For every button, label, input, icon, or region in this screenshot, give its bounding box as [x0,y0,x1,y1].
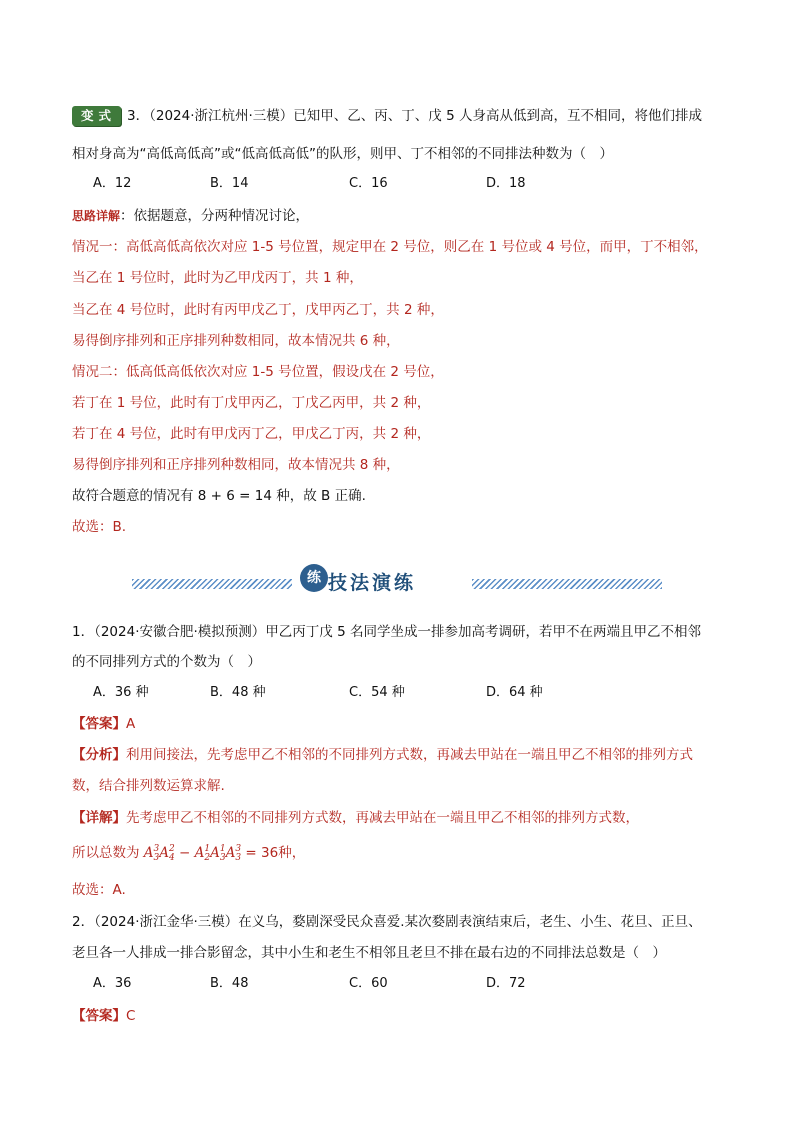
variant-question-line-1: 变式 3．（2024·浙江杭州·三模）已知甲、乙、丙、丁、戊 5 人身高从低到高，互不相同，将他们排成 [72,106,702,126]
option-a: A．12 [93,176,132,191]
analysis-line: 易得倒序排列和正序排列种数相同，故本情况共 6 种， [72,333,400,349]
option-a: A．36 [93,976,132,991]
option-c: C．60 [349,976,388,991]
option-b: B．14 [210,176,249,191]
section-title: 技法演练 [328,572,417,594]
analysis-line: 当乙在 4 号位时，此时有丙甲戊乙丁，戊甲丙乙丁，共 2 种， [72,302,444,318]
permutation-formula: A3 3A2 4 − A1 2A1 3A3 3 [143,843,242,863]
variant-analysis-intro: 思路详解：依据题意，分两种情况讨论， [72,208,310,224]
option-b: B．48 种 [210,685,266,700]
q1-choice: 故选：A. [72,882,126,898]
q1-answer: 【答案】A [72,716,136,732]
divider-rule-left [132,579,292,589]
q2-line-2: 老旦各一人排成一排合影留念，其中小生和老生不相邻且老旦不排在最右边的不同排法总数是（ ） [72,945,666,961]
option-d: D．64 种 [486,685,543,700]
option-c: C．16 [349,176,388,191]
analysis-line: 若丁在 1 号位，此时有丁戊甲丙乙，丁戊乙丙甲，共 2 种， [72,395,431,411]
variant-question-line-2: 相对身高为“高低高低高”或“低高低高低”的队形，则甲、丁不相邻的不同排法种数为（ ） [72,146,613,162]
q1-line-1: 1．（2024·安徽合肥·模拟预测）甲乙丙丁戊 5 名同学坐成一排参加高考调研，若甲不在两端且甲乙不相邻 [72,624,701,640]
analysis-line: 情况一：高低高低高依次对应 1-5 号位置，规定甲在 2 号位，则乙在 1 号位或 4 号位，而甲，丁不相邻， [72,239,708,255]
q1-analysis-2: 数，结合排列数运算求解. [72,778,225,794]
option-c: C．54 种 [349,685,405,700]
analysis-line: 易得倒序排列和正序排列种数相同，故本情况共 8 种， [72,457,400,473]
variant-badge: 变式 [72,106,121,126]
analysis-line: 若丁在 4 号位，此时有甲戊丙丁乙，甲戊乙丁丙，共 2 种， [72,426,431,442]
variant-choice: 故选：B. [72,519,127,535]
analysis-line: 当乙在 1 号位时，此时为乙甲戊丙丁，共 1 种， [72,270,363,286]
section-divider [132,572,662,598]
option-d: D．72 [486,976,526,991]
option-d: D．18 [486,176,526,191]
divider-rule-right [472,579,662,589]
analysis-conclusion: 故符合题意的情况有 8 + 6 = 14 种，故 B 正确. [72,488,366,504]
q1-analysis-1: 【分析】利用间接法，先考虑甲乙不相邻的不同排列方式数，再减去甲站在一端且甲乙不相邻的排列方式 [72,747,693,763]
analysis-line: 情况二：低高低高低依次对应 1-5 号位置，假设戊在 2 号位， [72,364,444,380]
q1-formula: 所以总数为 A3 3A2 4 − A1 2A1 3A3 3 = 36种， [72,843,306,863]
q2-answer: 【答案】C [72,1008,136,1024]
q2-line-1: 2．（2024·浙江金华·三模）在义乌，婺剧深受民众喜爱.某次婺剧表演结束后，老生、小生、花旦、正旦、 [72,914,702,930]
option-a: A．36 种 [93,685,149,700]
q1-line-2: 的不同排列方式的个数为（ ） [72,654,261,670]
option-b: B．48 [210,976,249,991]
q1-detail: 【详解】先考虑甲乙不相邻的不同排列方式数，再减去甲站在一端且甲乙不相邻的排列方式数， [72,810,639,826]
analysis-label: 思路详解 [72,209,121,223]
section-seal: 练 [300,564,328,592]
